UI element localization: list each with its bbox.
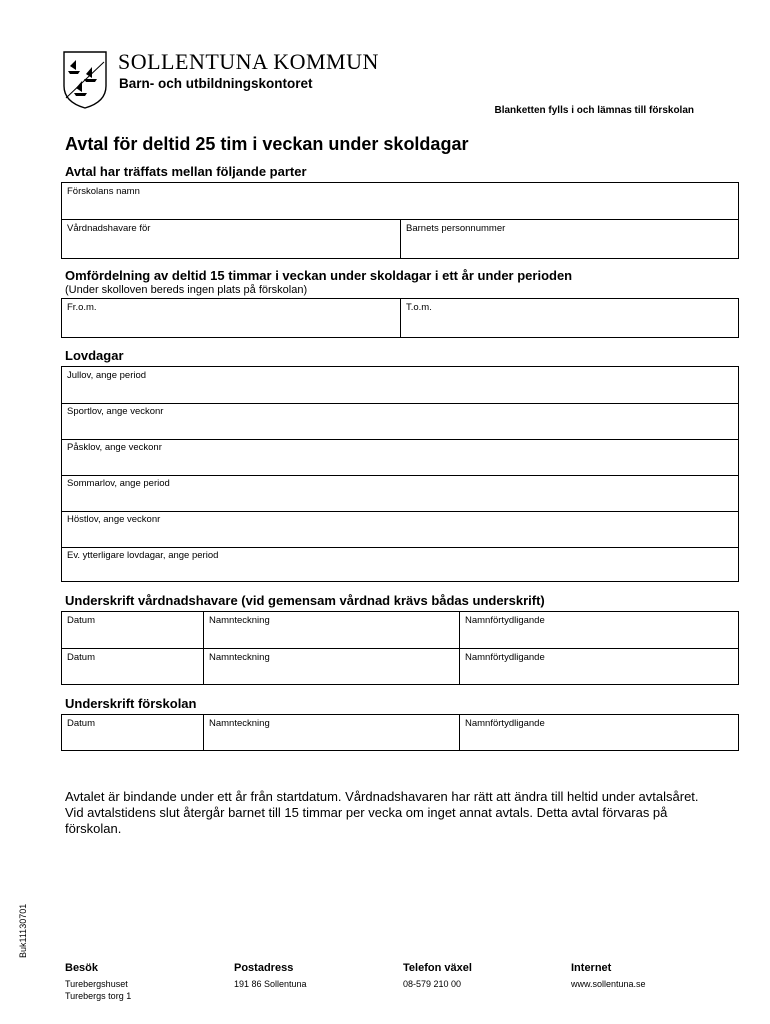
form-instruction: Blanketten fylls i och lämnas till förskolan [494, 105, 694, 116]
footer-post-line1: 191 86 Sollentuna [234, 979, 307, 989]
guardian1-clarification-field[interactable] [460, 612, 738, 648]
footer-web-link[interactable]: www.sollentuna.se [571, 979, 646, 989]
sports-holiday-field[interactable] [62, 403, 738, 439]
form-title: Avtal för deltid 25 tim i veckan under skoldagar [65, 134, 469, 154]
from-date-field[interactable] [62, 299, 400, 337]
organization-name: SOLLENTUNA KOMMUN [118, 49, 379, 74]
summer-holiday-label: Sommarlov, ange period [67, 478, 170, 489]
easter-holiday-label: Påsklov, ange veckonr [67, 442, 162, 453]
christmas-holiday-label: Jullov, ange period [67, 370, 147, 381]
redistribution-heading: Omfördelning av deltid 15 timmar i veckan under skoldagar i ett år under perioden [65, 268, 573, 283]
guardian2-date-field[interactable] [62, 649, 203, 684]
preschool-clarification-label: Namnförtydligande [465, 718, 545, 729]
preschool-date-field[interactable] [62, 715, 203, 750]
guardian-signature-heading: Underskrift vårdnadshavare (vid gemensam vårdnad krävs bådas underskrift) [65, 593, 545, 608]
from-date-label: Fr.o.m. [67, 302, 97, 313]
guardian-signature-table [61, 611, 739, 685]
guardian2-clarification-label: Namnförtydligande [465, 652, 545, 663]
department-name: Barn- och utbildningskontoret [119, 76, 313, 91]
christmas-holiday-field[interactable] [62, 367, 738, 403]
form-code: Buk11130701 [18, 903, 28, 958]
footer-phone-heading: Telefon växel [403, 962, 472, 974]
guardian1-date-label: Datum [67, 615, 95, 626]
footer-web-heading: Internet [571, 962, 612, 974]
footer-visit-heading: Besök [65, 962, 99, 974]
extra-holidays-label: Ev. ytterligare lovdagar, ange period [67, 550, 219, 561]
guardian-for-field[interactable] [62, 220, 400, 258]
autumn-holiday-field[interactable] [62, 511, 738, 547]
sports-holiday-label: Sportlov, ange veckonr [67, 406, 164, 417]
preschool-clarification-field[interactable] [460, 715, 738, 750]
guardian2-date-label: Datum [67, 652, 95, 663]
footer-visit-line1: Turebergshuset [65, 979, 128, 989]
guardian2-signature-label: Namnteckning [209, 652, 270, 663]
easter-holiday-field[interactable] [62, 439, 738, 475]
footer-visit-line2: Turebergs torg 1 [65, 991, 132, 1001]
holidays-heading: Lovdagar [65, 348, 124, 363]
preschool-name-label: Förskolans namn [67, 186, 140, 197]
preschool-signature-label: Namnteckning [209, 718, 270, 729]
footer-phone-line1: 08-579 210 00 [403, 979, 462, 989]
preschool-signature-heading: Underskrift förskolan [65, 696, 197, 711]
preschool-name-field[interactable] [62, 183, 738, 219]
footer-post-heading: Postadress [234, 962, 294, 974]
municipality-crest-icon [62, 50, 108, 110]
child-id-field[interactable] [401, 220, 738, 258]
summer-holiday-field[interactable] [62, 475, 738, 511]
preschool-date-label: Datum [67, 718, 95, 729]
guardian1-signature-field[interactable] [204, 612, 459, 648]
autumn-holiday-label: Höstlov, ange veckonr [67, 514, 161, 525]
guardian1-date-field[interactable] [62, 612, 203, 648]
parties-heading: Avtal har träffats mellan följande parter [65, 164, 307, 179]
guardian-for-label: Vårdnadshavare för [67, 223, 151, 234]
extra-holidays-field[interactable] [62, 547, 738, 581]
guardian2-signature-field[interactable] [204, 649, 459, 684]
to-date-field[interactable] [401, 299, 738, 337]
guardian2-clarification-field[interactable] [460, 649, 738, 684]
preschool-signature-table [61, 714, 739, 751]
preschool-signature-field[interactable] [204, 715, 459, 750]
child-id-label: Barnets personnummer [406, 223, 506, 234]
guardian1-signature-label: Namnteckning [209, 615, 270, 626]
footer-phone [403, 962, 472, 990]
footer-post [234, 962, 307, 990]
redistribution-note: (Under skolloven bereds ingen plats på förskolan) [65, 284, 308, 296]
to-date-label: T.o.m. [406, 302, 432, 313]
period-table [61, 298, 739, 338]
guardian1-clarification-label: Namnförtydligande [465, 615, 545, 626]
footer-web [571, 962, 646, 990]
holidays-table [61, 366, 739, 582]
agreement-text: Avtalet är bindande under ett år från startdatum. Vårdnadshavaren har rätt att ändra till heltid under avtalsåret. Vid avtalstidens slut återgår barnet till 15 timmar per vecka om inget annat avtals. Detta avtal förvaras på förskolan. [65, 789, 699, 836]
parties-table [61, 182, 739, 259]
footer-visit [65, 962, 131, 1002]
